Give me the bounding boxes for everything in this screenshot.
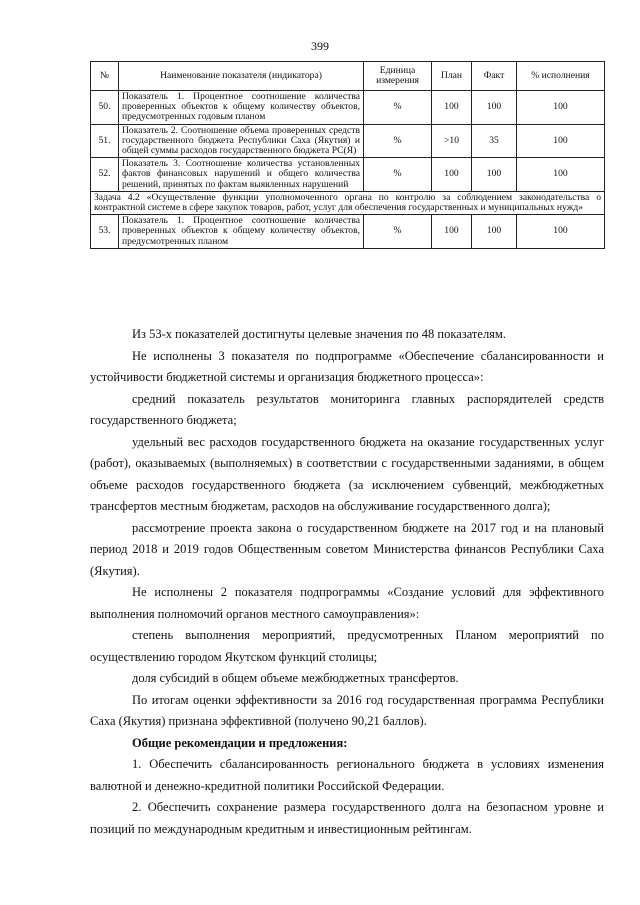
table-header-row: [91, 62, 605, 91]
paragraph-summary: Из 53-х показателей достигнуты целевые значения по 48 показателям.: [132, 327, 506, 341]
recommendation-1: 1. Обеспечить сбалансированность регионального бюджета в условиях изменения валютной и денежно-кредитной политики Российской Федерации.: [90, 757, 604, 793]
paragraph-item: удельный вес расходов государственного бюджета на оказание государственных услуг (работ), оказываемых (выполняемых) в соответствии с государственными заданиями, в общем объеме расходов государственного бюджета (за исключением субвенций, межбюджетных трансфертов местным бюджетам, расходов на обслуживание государственного долга);: [90, 434, 604, 513]
row-number: 51.: [91, 124, 119, 158]
row-number: 50.: [91, 91, 119, 125]
table-row: [91, 215, 605, 249]
task-row: [91, 191, 605, 214]
paragraph-item: средний показатель результатов мониторинга главных распорядителей средств государственного бюджета;: [90, 391, 604, 427]
plan-cell: 100: [432, 215, 472, 249]
header-num: №: [91, 62, 119, 91]
indicator-name: Показатель 1. Процентное соотношение количества проверенных объектов к общему количеству объектов, предусмотренных планом: [119, 215, 364, 249]
header-plan: План: [432, 62, 472, 91]
task-heading: Задача 4.2 «Осуществление функции уполномоченного органа по контролю за соблюдением законодательства о контрактной системе в сфере закупок товаров, работ, услуг для обеспечения государственных и муниципальных нужд»: [91, 191, 605, 214]
unit-cell: %: [364, 91, 432, 125]
paragraph-item: доля субсидий в общем объеме межбюджетных трансфертов.: [132, 671, 459, 685]
paragraph-item: степень выполнения мероприятий, предусмотренных Планом мероприятий по осуществлению городом Якутском функций столицы;: [90, 628, 604, 664]
unit-cell: %: [364, 215, 432, 249]
header-fact: Факт: [472, 62, 517, 91]
fact-cell: 100: [472, 91, 517, 125]
page-number: 399: [311, 39, 329, 53]
indicator-name: Показатель 2. Соотношение объема проверенных средств государственного бюджета Республики Саха (Якутия) и общей суммы расходов государственного бюджета РС(Я): [119, 124, 364, 158]
indicator-name: Показатель 3. Соотношение количества установленных фактов финансовых нарушений и общего количества решений, принятых по фактам выявленных нарушений: [119, 158, 364, 192]
header-name: Наименование показателя (индикатора): [119, 62, 364, 91]
paragraph-item: рассмотрение проекта закона о государственном бюджете на 2017 год и на плановый период 2018 и 2019 годов Общественным советом Министерства финансов Республики Саха (Якутия).: [90, 520, 604, 578]
unit-cell: %: [364, 158, 432, 192]
pct-cell: 100: [517, 124, 605, 158]
fact-cell: 100: [472, 215, 517, 249]
recommendations-heading: Общие рекомендации и предложения:: [132, 735, 348, 750]
recommendation-2: 2. Обеспечить сохранение размера государственного долга на безопасном уровне и позиций по международным кредитным и инвестиционным рейтингам.: [90, 800, 604, 836]
fact-cell: 35: [472, 124, 517, 158]
header-pct: % исполнения: [517, 62, 605, 91]
plan-cell: >10: [432, 124, 472, 158]
pct-cell: 100: [517, 91, 605, 125]
table-row: [91, 124, 605, 158]
row-number: 53.: [91, 215, 119, 249]
indicators-table: [90, 61, 605, 249]
body-text: [90, 324, 604, 840]
paragraph-unfulfilled-1: Не исполнены 3 показателя по подпрограмме «Обеспечение сбалансированности и устойчивости бюджетной системы и организация бюджетного процесса»:: [90, 348, 604, 384]
table-row: [91, 158, 605, 192]
table-row: [91, 91, 605, 125]
paragraph-evaluation: По итогам оценки эффективности за 2016 год государственная программа Республики Саха (Якутия) признана эффективной (получено 90,21 баллов).: [90, 692, 604, 728]
row-number: 52.: [91, 158, 119, 192]
plan-cell: 100: [432, 158, 472, 192]
unit-cell: %: [364, 124, 432, 158]
pct-cell: 100: [517, 215, 605, 249]
plan-cell: 100: [432, 91, 472, 125]
paragraph-unfulfilled-2: Не исполнены 2 показателя подпрограммы «Создание условий для эффективного выполнения полномочий органов местного самоуправления»:: [90, 585, 604, 621]
indicator-name: Показатель 1. Процентное соотношение количества проверенных объектов к общему количеству объектов, предусмотренных годовым планом: [119, 91, 364, 125]
fact-cell: 100: [472, 158, 517, 192]
header-unit: Единица измерения: [364, 62, 432, 91]
pct-cell: 100: [517, 158, 605, 192]
